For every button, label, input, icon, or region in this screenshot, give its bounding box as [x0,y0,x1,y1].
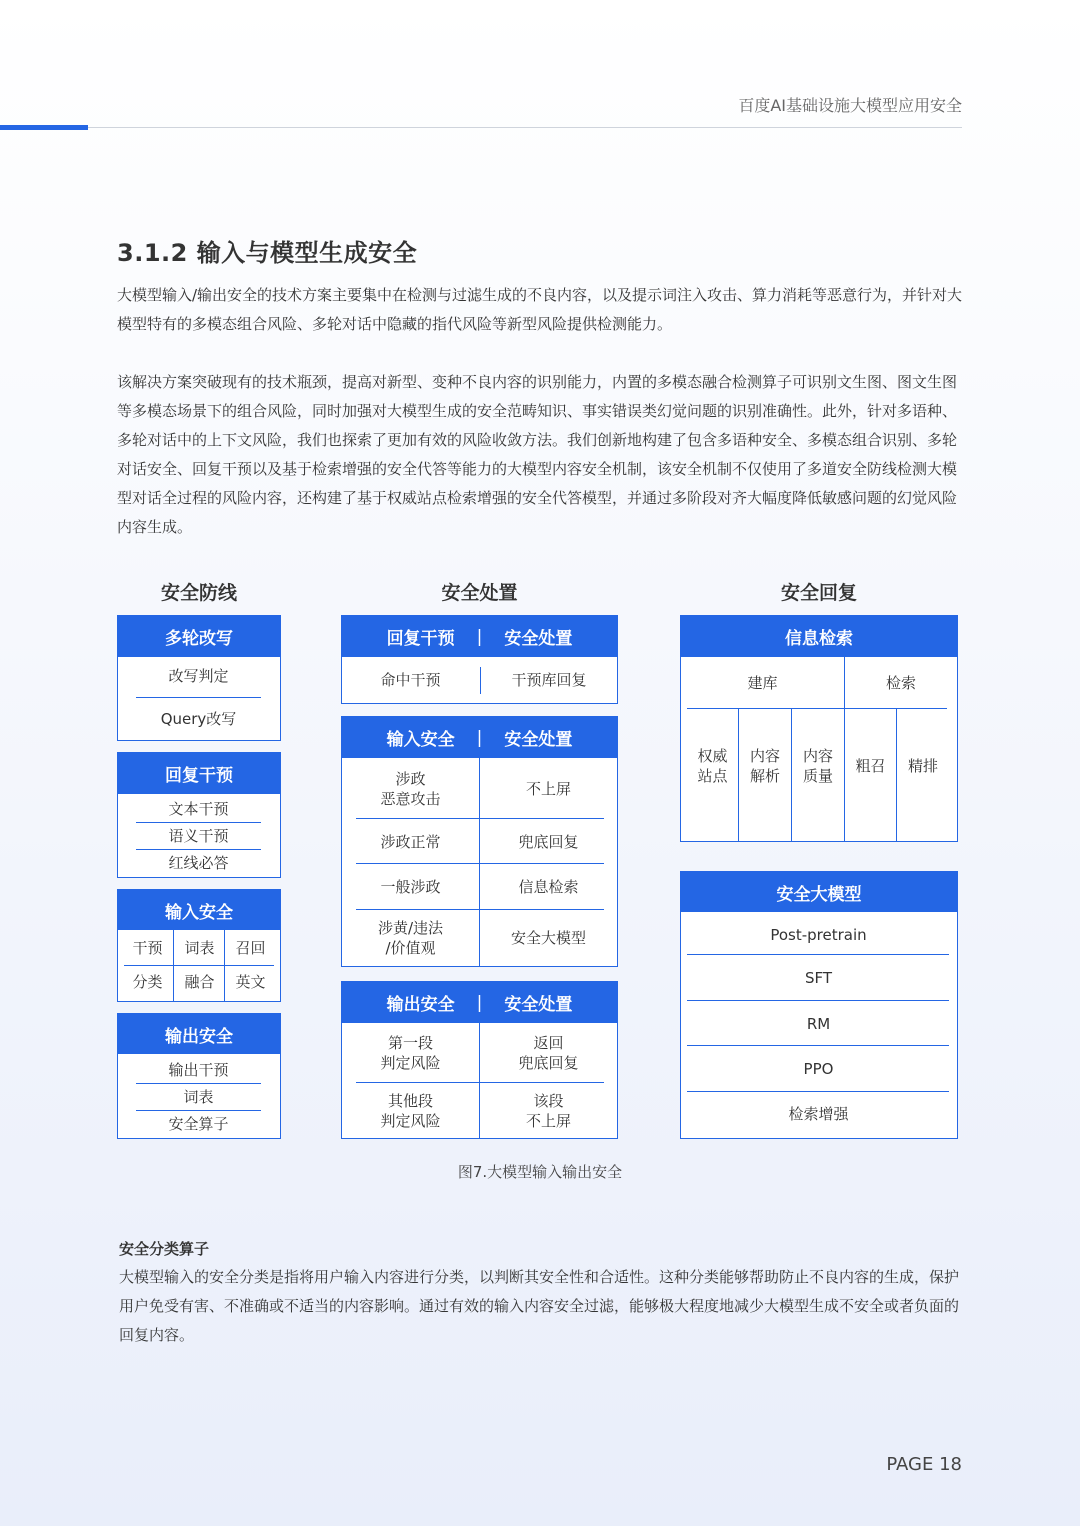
disposal-output-box [341,981,618,1139]
divider [136,1083,261,1084]
page-number: PAGE 18 [886,1454,962,1475]
col3-title: 安全回复 [780,582,857,604]
divider [356,863,604,864]
output-item-2: 词表 [183,1088,214,1106]
disposal-output-row2-left: 其他段 判定风险 [380,1092,441,1130]
rewrite-head: 多轮改写 [118,616,280,657]
divider [124,965,274,966]
divider [687,708,947,709]
head-left: 回复干预 [386,629,455,649]
rewrite-box [117,615,281,741]
classifier-title: 安全分类算子 [119,1240,210,1258]
output-item-1: 输出干预 [168,1061,229,1079]
divider [136,697,261,698]
disposal-reply-head [342,616,617,657]
rewrite-item-2: Query改写 [160,710,237,728]
retrieval-search: 检索 [885,674,916,692]
disposal-input-row3-left: 一般涉政 [380,877,441,896]
divider [136,1110,261,1111]
model-item-2: SFT [804,969,833,987]
grid-cell-classify: 分类 [132,973,163,991]
classifier-paragraph: 大模型输入的安全分类是指将用户输入内容进行分类，以判断其安全性和合适性。这种分类能够帮助防止不良内容的生成，保护用户免受有害、不准确或不适当的内容影响。通过有效的输入内容安全过滤，能够极大程度地减少大模型生成不安全或者负面的回复内容。 [119,1268,960,1344]
disposal-output-row1-right: 返回 兜底回复 [518,1034,579,1072]
grid-cell-wordlist: 词表 [184,939,215,957]
rewrite-item-1: 改写判定 [168,667,229,685]
divider [173,930,174,1002]
head-separator: | [476,992,483,1013]
leaf-coarse-recall: 粗召 [855,757,886,775]
input-safety-box [117,889,281,1002]
retrieval-build: 建库 [747,674,778,692]
reply-intervention-head: 回复干预 [118,753,280,794]
disposal-reply-right: 干预库回复 [511,671,587,689]
disposal-output-head [342,982,617,1023]
input-safety-head: 输入安全 [118,890,280,930]
model-item-4: PPO [803,1060,834,1078]
paragraph-1: 大模型输入/输出安全的技术方案主要集中在检测与过滤生成的不良内容，以及提示词注入攻击、算力消耗等恶意行为，并针对大模型特有的多模态组合风险、多轮对话中隐藏的指代风险等新型风险提供检测能力。 [117,286,963,333]
model-item-5: 检索增强 [788,1105,849,1123]
retrieval-head: 信息检索 [681,616,957,657]
disposal-input-row3-right: 信息检索 [518,877,579,896]
output-safety-head: 输出安全 [118,1014,280,1054]
divider [687,1045,949,1046]
divider [224,930,225,1002]
grid-cell-recall: 召回 [235,939,266,957]
divider [356,1082,604,1083]
disposal-input-box [341,716,618,967]
header-divider [0,127,962,128]
head-separator: | [476,626,483,647]
disposal-input-row1-right: 不上屏 [525,780,571,798]
figure-caption: 图7.大模型输入输出安全 [457,1163,623,1181]
reply-item-3: 红线必答 [168,854,229,872]
disposal-output-row1-left: 第一段 判定风险 [380,1034,441,1072]
disposal-output-row2-right: 该段 不上屏 [525,1092,571,1130]
divider [687,954,949,955]
col1-title: 安全防线 [160,582,237,604]
leaf-content-quality: 内容 质量 [802,747,833,785]
model-item-3: RM [806,1015,831,1033]
grid-cell-fusion: 融合 [184,973,215,991]
divider [356,818,604,819]
disposal-input-head [342,717,617,758]
grid-cell-intervene: 干预 [132,939,163,957]
safety-model-box [680,871,958,1139]
disposal-input-row4-right: 安全大模型 [510,929,586,947]
output-item-3: 安全算子 [168,1115,229,1133]
disposal-input-row2-left: 涉政正常 [380,832,441,851]
head-right: 安全处置 [504,995,573,1015]
divider [136,822,261,823]
head-right: 安全处置 [504,730,573,750]
head-separator: | [476,727,483,748]
head-left: 输出安全 [386,995,455,1015]
disposal-reply-left: 命中干预 [380,671,441,689]
divider [136,849,261,850]
disposal-input-row4-left: 涉黄/违法 /价值观 [377,919,444,957]
divider [687,1091,949,1092]
safety-model-head: 安全大模型 [681,872,957,912]
disposal-input-row1-left: 涉政 恶意攻击 [380,770,441,808]
output-safety-box [117,1013,281,1139]
reply-intervention-box [117,752,281,878]
reply-item-2: 语义干预 [168,827,229,845]
retrieval-box [680,615,958,842]
disposal-input-row2-right: 兜底回复 [518,832,579,851]
col2-title: 安全处置 [441,582,518,604]
leaf-content-parsing: 内容 解析 [749,747,780,785]
leaf-fine-rank: 精排 [907,757,938,775]
head-right: 安全处置 [504,629,573,649]
reply-item-1: 文本干预 [168,800,229,818]
disposal-reply-box [341,615,618,704]
grid-cell-english: 英文 [235,973,266,991]
document-header-title: 百度AI基础设施大模型应用安全 [738,96,962,115]
header-accent-bar [0,125,88,130]
section-title: 3.1.2 输入与模型生成安全 [117,239,418,267]
model-item-1: Post-pretrain [770,926,867,944]
paragraph-2: 该解决方案突破现有的技术瓶颈，提高对新型、变种不良内容的识别能力，内置的多模态融合检测算子可识别文生图、图文生图等多模态场景下的组合风险，同时加强对大模型生成的安全范畴知识、事实错误类幻觉问题的识别准确性。此外，针对多语种、多轮对话中的上下文风险，我们也探索了更加有效的风险收敛方法。我们创新地构建了包含多语种安全、多模态组合识别、多轮对话安全、回复干预以及基于检索增强的安全代答等能力的大模型内容安全机制，该安全机制不仅使用了多道安全防线检测大模型对话全过程的风险内容，还构建了基于权威站点检索增强的安全代答模型，并通过多阶段对齐大幅度降低敏感问题的幻觉风险内容生成。 [117,373,958,536]
head-left: 输入安全 [386,730,455,750]
divider [356,909,604,910]
leaf-authority-sites: 权威 站点 [697,747,728,785]
divider [687,1000,949,1001]
